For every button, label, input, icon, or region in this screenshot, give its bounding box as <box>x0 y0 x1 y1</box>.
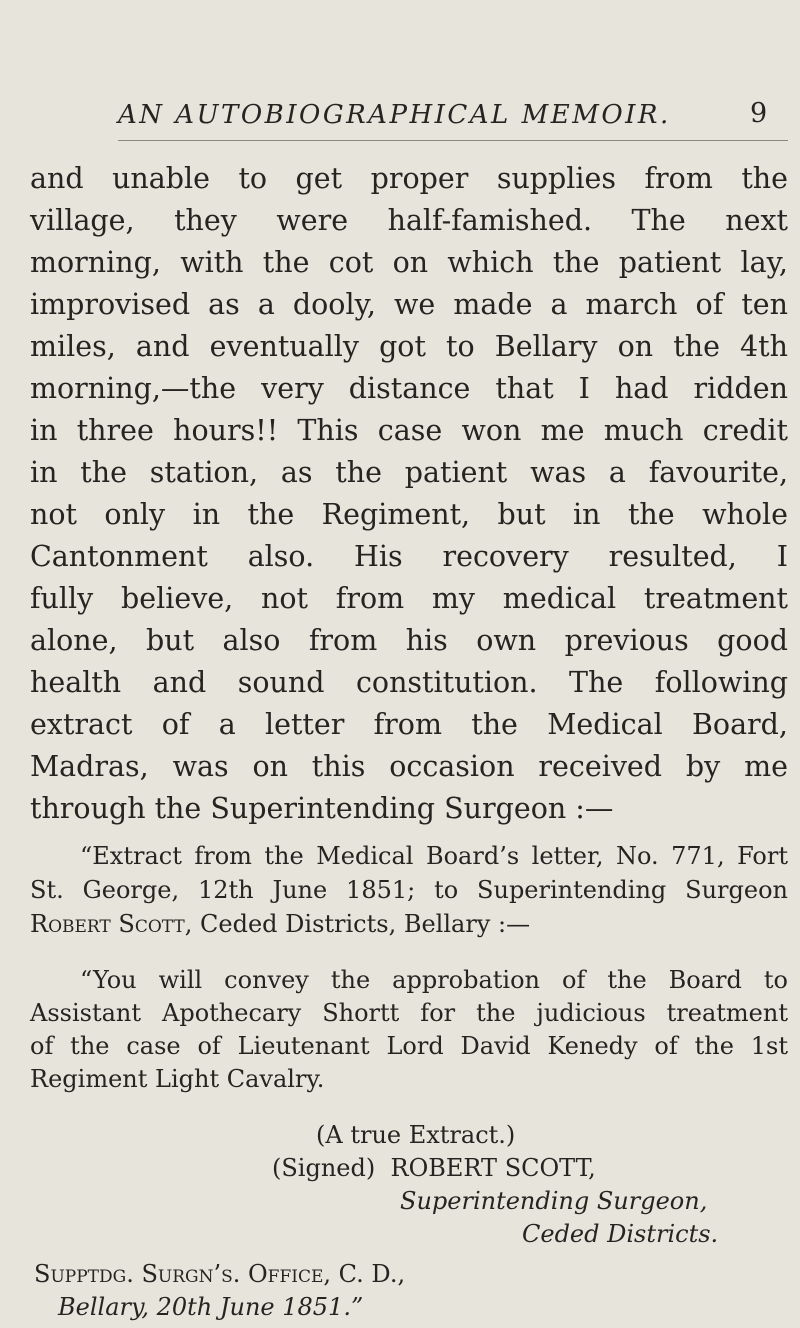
text-line: alone, but also from his own previous good <box>30 624 788 657</box>
text-line: through the Superintending Surgeon :— <box>30 792 614 825</box>
running-head: AN AUTOBIOGRAPHICAL MEMOIR. <box>118 100 671 130</box>
signatory-title: Superintending Surgeon, <box>400 1187 708 1215</box>
place-date-line: Bellary, 20th June 1851.” <box>58 1293 364 1321</box>
page-number: 9 <box>750 98 768 129</box>
quote-line: of the case of Lieutenant Lord David Kenedy of the 1st <box>30 1032 788 1060</box>
office-line: Supptdg. Surgn’s. Office, C. D., <box>34 1260 406 1288</box>
extract-intro-line: St. George, 12th June 1851; to Superintending Surgeon <box>30 876 788 904</box>
text-line: fully believe, not from my medical treatment <box>30 582 788 615</box>
addressee-location: , Ceded Districts, Bellary :— <box>184 910 531 938</box>
quote-line: Regiment Light Cavalry. <box>30 1065 325 1093</box>
text-line: morning, with the cot on which the patient lay, <box>30 246 788 279</box>
extract-intro-line <box>30 910 530 938</box>
text-line: improvised as a dooly, we made a march of ten <box>30 288 788 321</box>
text-line: Madras, was on this occasion received by me <box>30 750 788 783</box>
text-line: morning,—the very distance that I had ridden <box>30 372 788 405</box>
text-line: in three hours!! This case won me much credit <box>30 414 788 447</box>
text-line: not only in the Regiment, but in the whole <box>30 498 788 531</box>
signatory-district: Ceded Districts. <box>522 1220 719 1248</box>
text-line: in the station, as the patient was a favourite, <box>30 456 788 489</box>
extract-intro-line: “Extract from the Medical Board’s letter, No. 771, Fort <box>80 842 788 870</box>
true-extract-note: (A true Extract.) <box>316 1121 516 1149</box>
quote-line: Assistant Apothecary Shortt for the judicious treatment <box>30 999 788 1027</box>
text-line: and unable to get proper supplies from the <box>30 162 788 195</box>
addressee-name: Robert Scott <box>30 910 185 938</box>
signed-prefix: (Signed) <box>272 1154 376 1182</box>
text-line: health and sound constitution. The following <box>30 666 788 699</box>
text-line: village, they were half-famished. The next <box>30 204 788 237</box>
text-line: miles, and eventually got to Bellary on the 4th <box>30 330 788 363</box>
text-line: Cantonment also. His recovery resulted, I <box>30 540 788 573</box>
signatory-name: ROBERT SCOTT, <box>390 1154 596 1182</box>
text-line: extract of a letter from the Medical Board, <box>30 708 788 741</box>
quote-line: “You will convey the approbation of the Board to <box>80 966 788 994</box>
signature-line <box>272 1154 596 1182</box>
header-rule <box>118 140 788 141</box>
